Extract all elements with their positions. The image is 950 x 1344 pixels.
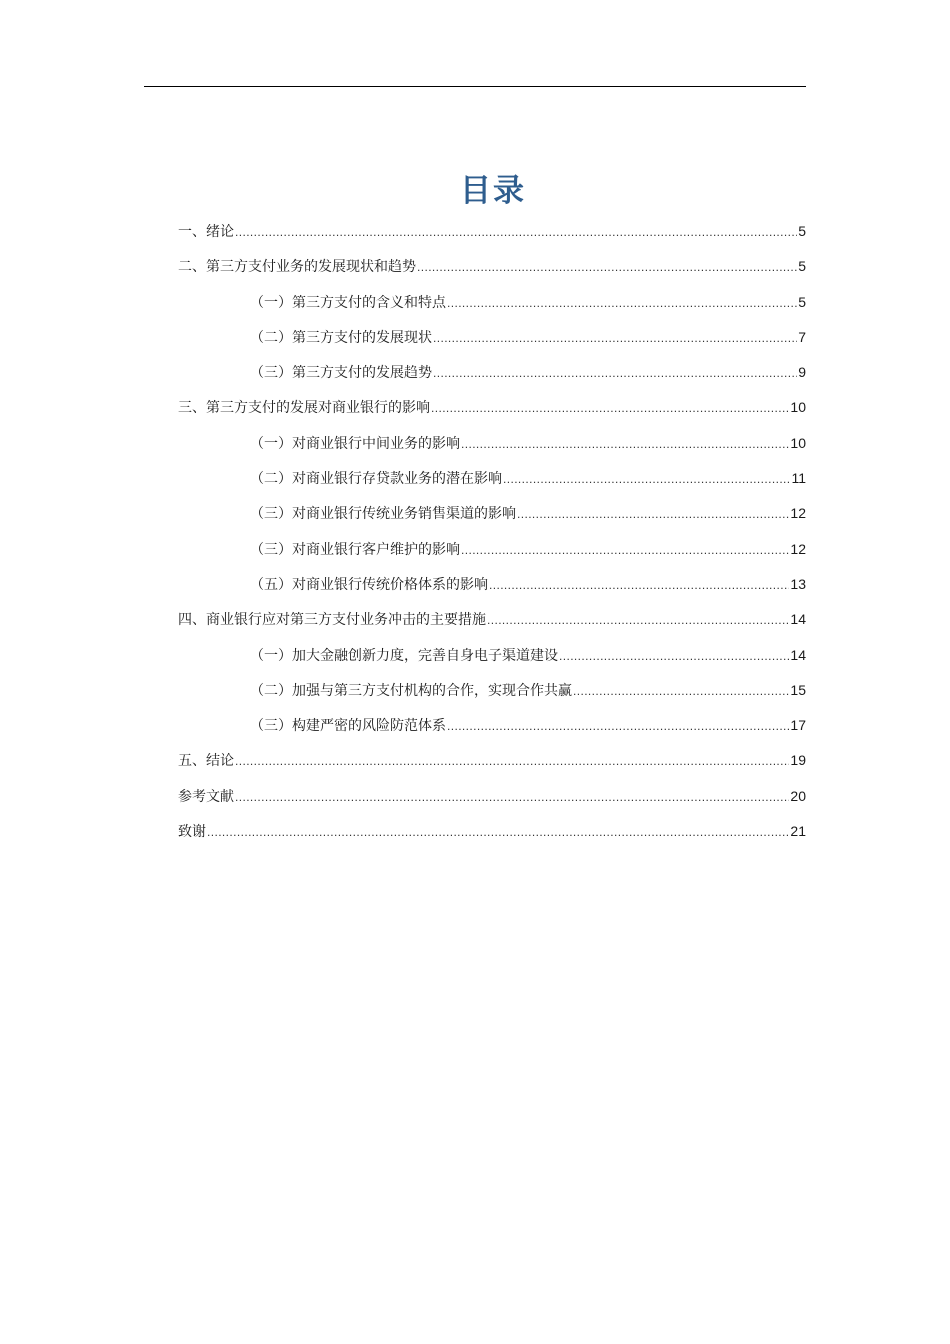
toc-entry-text: （五）对商业银行传统价格体系的影响 xyxy=(250,576,488,593)
toc-page-number: 19 xyxy=(790,752,806,769)
toc-leader xyxy=(559,645,789,667)
toc-page-number: 11 xyxy=(791,470,806,487)
header-rule xyxy=(144,86,806,87)
toc-leader xyxy=(447,292,797,314)
toc-page-number: 20 xyxy=(790,787,806,804)
toc-entry[interactable] xyxy=(178,820,806,855)
toc-leader xyxy=(235,750,789,772)
toc-page-number: 13 xyxy=(790,575,806,592)
toc-entry[interactable] xyxy=(178,785,806,820)
toc-leader xyxy=(235,221,797,243)
toc-page-number: 5 xyxy=(798,258,806,275)
toc-page-number: 5 xyxy=(798,223,806,239)
toc-list xyxy=(178,220,806,855)
toc-entry-text: 三、第三方支付的发展对商业银行的影响 xyxy=(178,400,430,417)
toc-entry[interactable] xyxy=(178,255,806,290)
toc-page-number: 14 xyxy=(790,611,806,628)
toc-entry-text: （三）构建严密的风险防范体系 xyxy=(250,718,446,735)
toc-entry[interactable] xyxy=(178,220,806,255)
toc-page-number: 15 xyxy=(790,681,806,698)
toc-page-number: 12 xyxy=(790,505,806,522)
toc-leader xyxy=(235,786,789,808)
toc-entry[interactable] xyxy=(178,644,806,679)
toc-leader xyxy=(417,256,797,278)
toc-entry[interactable] xyxy=(178,749,806,784)
toc-page-number: 10 xyxy=(790,434,806,451)
toc-entry-text: 致谢 xyxy=(178,824,206,841)
toc-leader xyxy=(431,397,789,419)
toc-entry-text: （一）对商业银行中间业务的影响 xyxy=(250,435,460,452)
toc-page-number: 7 xyxy=(798,328,806,345)
toc-entry[interactable] xyxy=(178,396,806,431)
toc-entry-text: （三）对商业银行传统业务销售渠道的影响 xyxy=(250,506,516,523)
toc-leader xyxy=(461,433,789,455)
toc-page-number: 14 xyxy=(790,646,806,663)
toc-entry-text: 五、结论 xyxy=(178,753,234,770)
toc-page-number: 21 xyxy=(790,823,806,840)
toc-entry-text: 一、绪论 xyxy=(178,224,234,240)
toc-entry-text: （一）第三方支付的含义和特点 xyxy=(250,294,446,311)
toc-leader xyxy=(433,327,797,349)
toc-page-number: 12 xyxy=(790,540,806,557)
toc-entry[interactable] xyxy=(178,502,806,537)
toc-title: 目录 xyxy=(460,173,526,209)
toc-leader xyxy=(433,362,797,384)
toc-leader xyxy=(517,503,789,525)
toc-page-number: 10 xyxy=(790,399,806,416)
toc-entry-text: （三）对商业银行客户维护的影响 xyxy=(250,541,460,558)
toc-leader xyxy=(207,821,789,843)
toc-leader xyxy=(503,468,790,490)
toc-entry-text: （二）对商业银行存贷款业务的潜在影响 xyxy=(250,471,502,488)
toc-entry-text: （三）第三方支付的发展趋势 xyxy=(250,365,432,382)
toc-entry-text: （二）加强与第三方支付机构的合作，实现合作共赢 xyxy=(250,682,572,699)
toc-entry[interactable] xyxy=(178,679,806,714)
toc-leader xyxy=(461,539,789,561)
toc-leader xyxy=(489,574,789,596)
toc-entry-text: 四、商业银行应对第三方支付业务冲击的主要措施 xyxy=(178,612,486,629)
toc-entry-text: （二）第三方支付的发展现状 xyxy=(250,329,432,346)
toc-entry-text: 二、第三方支付业务的发展现状和趋势 xyxy=(178,259,416,276)
toc-entry[interactable] xyxy=(178,326,806,361)
toc-entry[interactable] xyxy=(178,361,806,396)
toc-entry[interactable] xyxy=(178,608,806,643)
toc-page-number: 17 xyxy=(790,717,806,734)
toc-entry-text: 参考文献 xyxy=(178,788,234,805)
toc-entry[interactable] xyxy=(178,714,806,749)
toc-page-number: 9 xyxy=(798,364,806,381)
toc-page-number: 5 xyxy=(798,293,806,310)
toc-leader xyxy=(487,609,789,631)
toc-entry[interactable] xyxy=(178,291,806,326)
toc-entry[interactable] xyxy=(178,573,806,608)
toc-leader xyxy=(447,715,789,737)
toc-entry[interactable] xyxy=(178,467,806,502)
toc-entry[interactable] xyxy=(178,538,806,573)
toc-entry[interactable] xyxy=(178,432,806,467)
toc-leader xyxy=(573,680,789,702)
toc-entry-text: （一）加大金融创新力度，完善自身电子渠道建设 xyxy=(250,647,558,664)
